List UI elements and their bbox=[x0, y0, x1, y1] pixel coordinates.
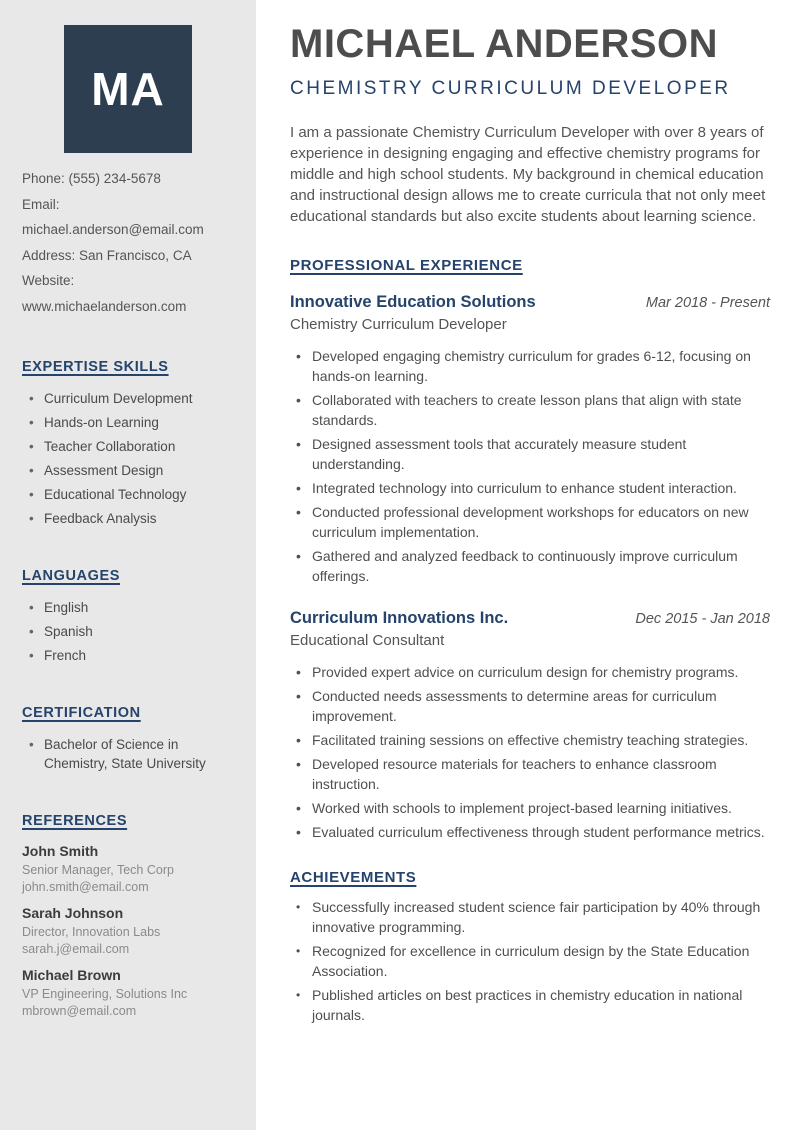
contact-address: Address: San Francisco, CA bbox=[22, 247, 192, 263]
experience-bullet: • Developed engaging chemistry curriculum for grades 6-12, focusing on hands-on learning. bbox=[290, 346, 770, 386]
experience-entry bbox=[290, 293, 770, 586]
certification-heading: CERTIFICATION bbox=[22, 705, 141, 721]
company-name: Innovative Education Solutions bbox=[290, 293, 536, 311]
reference-name: Michael Brown bbox=[22, 967, 121, 983]
reference-email: sarah.j@email.com bbox=[22, 942, 130, 956]
achievement-item: • Published articles on best practices in chemistry education in national journals. bbox=[290, 985, 770, 1025]
profile-summary: I am a passionate Chemistry Curriculum Developer with over 8 years of experience in designing engaging and effective chemistry programs for middle and high school students. My background in chemical education and instructional design allows me to create curricula that not only meet educational standards but also excite students about learning science. bbox=[290, 124, 766, 225]
reference-email: john.smith@email.com bbox=[22, 880, 149, 894]
experience-entry bbox=[290, 609, 770, 842]
experience-bullet: • Worked with schools to implement project-based learning initiatives. bbox=[290, 798, 770, 818]
experience-bullet: • Developed resource materials for teachers to enhance classroom instruction. bbox=[290, 754, 770, 794]
avatar bbox=[64, 25, 192, 153]
contact-website: Website: www.michaelanderson.com bbox=[22, 273, 187, 314]
experience-bullet: • Integrated technology into curriculum to enhance student interaction. bbox=[290, 478, 770, 498]
achievements-heading: ACHIEVEMENTS bbox=[290, 869, 417, 886]
language-item: • Spanish bbox=[22, 622, 234, 641]
certification-list bbox=[22, 735, 234, 773]
experience-bullet: • Facilitated training sessions on effective chemistry teaching strategies. bbox=[290, 730, 770, 750]
experience-bullet: • Collaborated with teachers to create lesson plans that align with state standards. bbox=[290, 390, 770, 430]
experience-entry-header bbox=[290, 609, 770, 628]
experience-bullet: • Conducted needs assessments to determine areas for curriculum improvement. bbox=[290, 686, 770, 726]
skill-item: • Educational Technology bbox=[22, 485, 234, 504]
job-title: CHEMISTRY CURRICULUM DEVELOPER bbox=[290, 78, 731, 99]
language-item: • English bbox=[22, 598, 234, 617]
skills-list bbox=[22, 389, 234, 528]
reference-card bbox=[22, 843, 234, 896]
reference-role: Director, Innovation Labs bbox=[22, 925, 161, 939]
reference-role: VP Engineering, Solutions Inc bbox=[22, 987, 188, 1001]
skill-item: • Assessment Design bbox=[22, 461, 234, 480]
company-name: Curriculum Innovations Inc. bbox=[290, 609, 509, 627]
reference-name: Sarah Johnson bbox=[22, 905, 124, 921]
certification-item: • Bachelor of Science in Chemistry, State University bbox=[22, 735, 234, 773]
experience-entry-header bbox=[290, 293, 770, 312]
languages-list bbox=[22, 598, 234, 665]
skill-item: • Teacher Collaboration bbox=[22, 437, 234, 456]
achievement-item: • Recognized for excellence in curriculum design by the State Education Association. bbox=[290, 941, 770, 981]
experience-bullet: • Gathered and analyzed feedback to continuously improve curriculum offerings. bbox=[290, 546, 770, 586]
reference-email: mbrown@email.com bbox=[22, 1004, 137, 1018]
page-title: MICHAEL ANDERSON bbox=[290, 22, 719, 66]
skills-heading: EXPERTISE SKILLS bbox=[22, 359, 169, 375]
reference-card bbox=[22, 967, 234, 1020]
references-heading: REFERENCES bbox=[22, 813, 128, 829]
experience-bullet: • Provided expert advice on curriculum design for chemistry programs. bbox=[290, 662, 770, 682]
experience-bullet: • Evaluated curriculum effectiveness through student performance metrics. bbox=[290, 822, 770, 842]
experience-bullet: • Designed assessment tools that accurately measure student understanding. bbox=[290, 434, 770, 474]
reference-card bbox=[22, 905, 234, 958]
achievement-item: • Successfully increased student science fair participation by 40% through innovative programming. bbox=[290, 897, 770, 937]
experience-heading: PROFESSIONAL EXPERIENCE bbox=[290, 257, 523, 274]
skill-item: • Curriculum Development bbox=[22, 389, 234, 408]
skill-item: • Feedback Analysis bbox=[22, 509, 234, 528]
reference-role: Senior Manager, Tech Corp bbox=[22, 863, 174, 877]
date-range: Mar 2018 - Present bbox=[645, 295, 770, 311]
experience-bullet: • Conducted professional development workshops for educators on new curriculum implementation. bbox=[290, 502, 770, 542]
skill-item: • Hands-on Learning bbox=[22, 413, 234, 432]
experience-bullet-list bbox=[290, 662, 770, 842]
avatar-initials: MA bbox=[91, 63, 165, 115]
experience-bullet-list bbox=[290, 346, 770, 586]
date-range: Dec 2015 - Jan 2018 bbox=[635, 611, 770, 627]
role-title: Chemistry Curriculum Developer bbox=[290, 316, 507, 333]
role-title: Educational Consultant bbox=[290, 632, 445, 649]
contact-email: Email: michael.anderson@email.com bbox=[22, 196, 204, 237]
sidebar bbox=[0, 0, 256, 1130]
reference-name: John Smith bbox=[22, 843, 99, 859]
languages-heading: LANGUAGES bbox=[22, 568, 121, 584]
contact-info bbox=[22, 166, 234, 319]
main-content bbox=[256, 0, 800, 1130]
contact-phone: Phone: (555) 234-5678 bbox=[22, 171, 161, 186]
language-item: • French bbox=[22, 646, 234, 665]
achievements-list bbox=[290, 897, 770, 1025]
